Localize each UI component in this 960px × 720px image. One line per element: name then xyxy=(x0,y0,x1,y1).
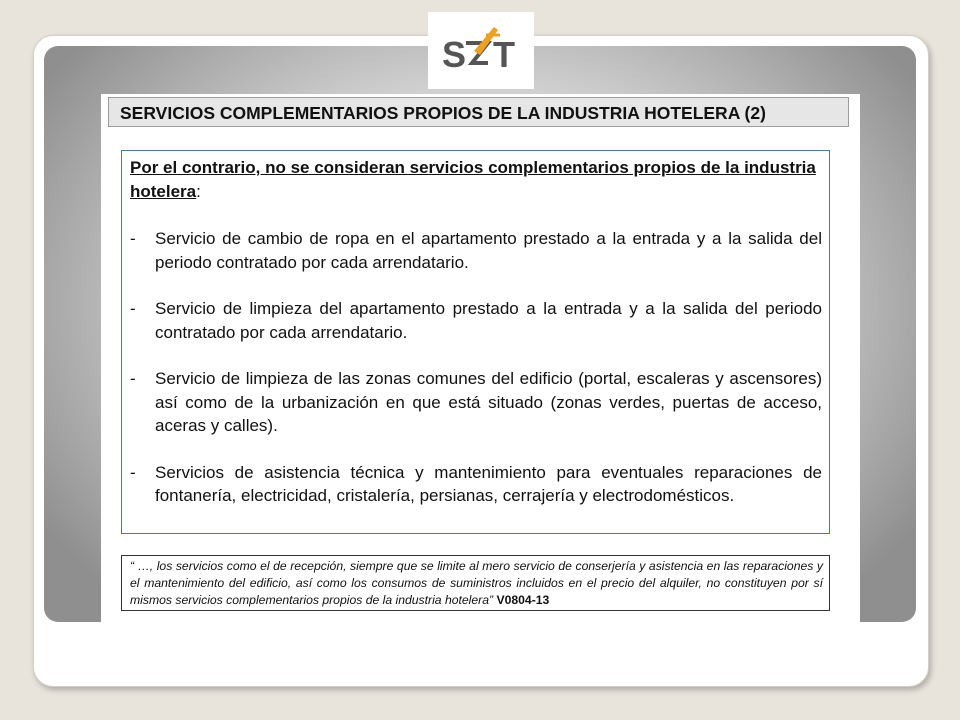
list-item-text: Servicio de limpieza de las zonas comunes del edificio (portal, escaleras y ascensores) así como de la urbanización en que está situado (zonas verdes, puertas de acceso, aceras y calles). xyxy=(155,369,822,435)
intro-suffix: : xyxy=(196,181,201,201)
quote-box xyxy=(121,555,830,611)
svg-text:S: S xyxy=(442,33,467,75)
quote-text: “ …, los servicios como el de recepción, siempre que se limite al mero servicio de conserjería y asistencia en las reparaciones y el mantenimiento del edificio, así como los consumos de suministros incluidos en el precio del alquiler, no constituyen por sí mismos servicios complementarios propios de la industria hotelera” xyxy=(130,559,823,607)
list-dash: - xyxy=(130,229,136,248)
document-page xyxy=(101,94,860,622)
list-item xyxy=(130,227,822,274)
intro-underlined: Por el contrario, no se consideran servicios complementarios propios de la industria hotelera xyxy=(130,158,816,201)
list-item xyxy=(130,297,822,344)
list-dash: - xyxy=(130,369,136,388)
list-item-text: Servicios de asistencia técnica y mantenimiento para eventuales reparaciones de fontanería, electricidad, cristalería, persianas, cerrajería y electrodomésticos. xyxy=(155,462,822,505)
szt-logo xyxy=(428,12,534,89)
list-dash: - xyxy=(130,462,136,482)
intro-paragraph xyxy=(130,156,822,203)
ruling-code: V0804-13 xyxy=(496,593,550,607)
content-box xyxy=(121,150,830,534)
section-title: SERVICIOS COMPLEMENTARIOS PROPIOS DE LA INDUSTRIA HOTELERA (2) xyxy=(108,97,849,127)
list-item xyxy=(130,461,822,508)
list-item-text: Servicio de cambio de ropa en el apartamento prestado a la entrada y a la salida del periodo contratado por cada arrendatario. xyxy=(155,229,822,272)
list-item-text: Servicio de limpieza del apartamento prestado a la entrada y a la salida del periodo contratado por cada arrendatario. xyxy=(155,299,822,342)
svg-text:T: T xyxy=(493,33,515,75)
list-dash: - xyxy=(130,299,136,318)
list-item xyxy=(130,367,822,438)
